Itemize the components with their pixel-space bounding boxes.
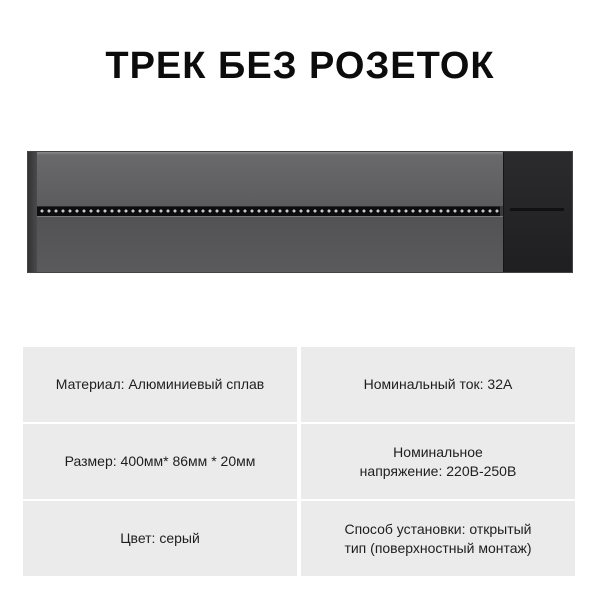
- spec-rated-current-text: Номинальный ток: 32А: [363, 376, 513, 392]
- end-cap-slot-mark: [510, 208, 564, 211]
- power-track-image: [28, 152, 572, 272]
- track-right-end-cap: [503, 152, 572, 272]
- spec-rated-voltage-text: Номинальное напряжение: 220В-250В: [359, 443, 517, 479]
- spec-installation: [301, 501, 575, 576]
- spec-table: [23, 347, 577, 576]
- spec-color-text: Цвет: серый: [120, 530, 200, 546]
- track-contact-slot: [37, 206, 504, 217]
- spec-installation-text: Способ установки: открытый тип (поверхностный монтаж): [344, 520, 532, 556]
- spec-size-text: Размер: 400мм* 86мм * 20мм: [64, 453, 256, 469]
- track-contacts: [39, 209, 502, 213]
- page-title: ТРЕК БЕЗ РОЗЕТОК: [105, 45, 495, 87]
- spec-color: [23, 501, 297, 576]
- spec-rated-current: [301, 347, 575, 422]
- spec-size: [23, 424, 297, 499]
- spec-material-text: Материал: Алюминиевый сплав: [55, 376, 265, 392]
- track-left-end-cap: [28, 152, 37, 272]
- spec-rated-voltage: [301, 424, 575, 499]
- track-top-edge: [28, 152, 572, 155]
- spec-material: [23, 347, 297, 422]
